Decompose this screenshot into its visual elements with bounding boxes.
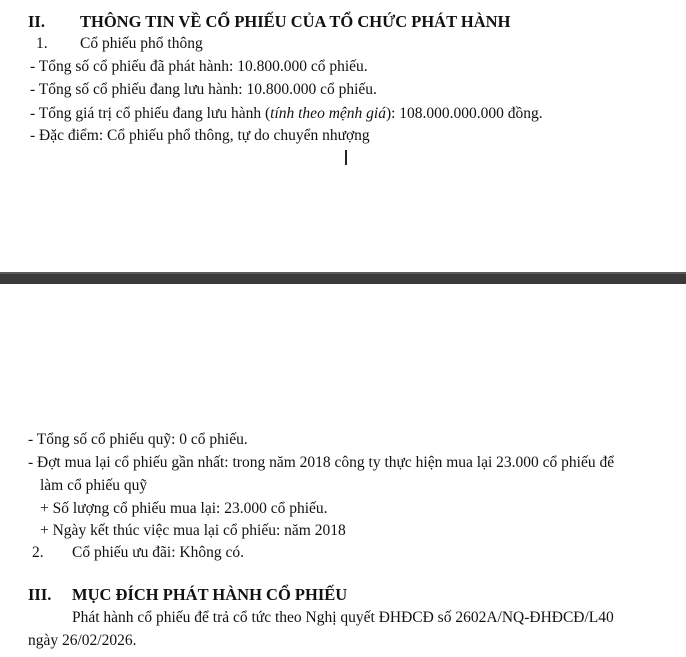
page-separator-highlight [0,272,686,274]
share-characteristics-line: - Đặc điểm: Cổ phiếu phổ thông, tự do chuyển nhượng [30,127,370,144]
item-1-number: 1. [36,35,48,52]
purpose-line-2: ngày 26/02/2026. [28,632,137,649]
purpose-line-1: Phát hành cổ phiếu để trả cổ tức theo Nghị quyết ĐHĐCĐ số 2602A/NQ-ĐHĐCĐ/L40 [72,609,614,626]
buyback-end-date-line: + Ngày kết thúc việc mua lại cổ phiếu: năm 2018 [40,522,346,539]
treasury-shares-line: - Tổng số cổ phiếu quỹ: 0 cổ phiếu. [28,431,248,448]
par-value-note: tính theo mệnh giá [270,105,386,122]
outstanding-value-amount: ): 108.000.000.000 đồng. [385,105,543,122]
item-2-number: 2. [32,544,44,561]
issued-shares-line: - Tổng số cổ phiếu đã phát hành: 10.800.000 cổ phiếu. [30,58,368,75]
buyback-quantity-line: + Số lượng cổ phiếu mua lại: 23.000 cổ phiếu. [40,500,328,517]
outstanding-shares-line: - Tổng số cổ phiếu đang lưu hành: 10.800.000 cổ phiếu. [30,81,377,98]
section-iii-number: III. [28,585,52,604]
page-break-mark [345,150,347,165]
last-buyback-line-cont: làm cổ phiếu quỹ [40,477,148,494]
section-iii-title: MỤC ĐÍCH PHÁT HÀNH CỔ PHIẾU [72,585,348,604]
outstanding-value-line [30,104,543,123]
item-1-label: Cổ phiếu phổ thông [80,35,203,52]
outstanding-value-prefix: - Tổng giá trị cổ phiếu đang lưu hành ( [30,105,271,122]
section-ii-number: II. [28,12,45,31]
item-2-label: Cổ phiếu ưu đãi: Không có. [72,544,244,561]
section-ii-title: THÔNG TIN VỀ CỔ PHIẾU CỦA TỔ CHỨC PHÁT HÀNH [80,12,511,31]
last-buyback-line: - Đợt mua lại cổ phiếu gần nhất: trong năm 2018 công ty thực hiện mua lại 23.000 cổ phiếu để [28,454,615,471]
